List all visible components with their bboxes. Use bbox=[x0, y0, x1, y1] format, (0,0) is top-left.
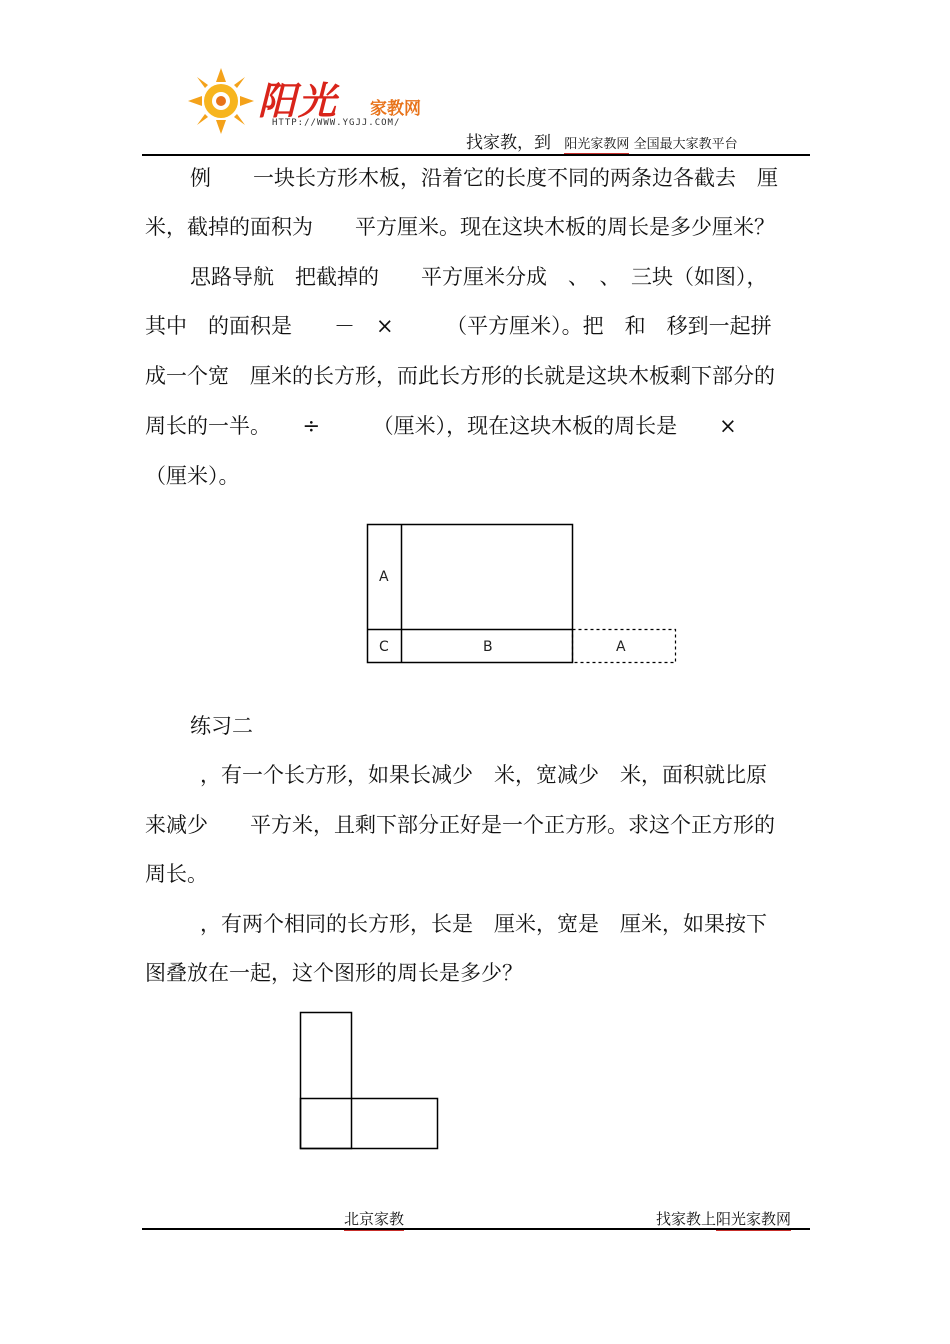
example-line-2: 米，截掉的面积为 平方厘米。现在这块木板的周长是多少厘米？ bbox=[145, 215, 775, 239]
q1-line-1: ，有一个长方形，如果长减少 米，宽减少 米，面积就比原 bbox=[200, 763, 767, 787]
example-line-1: 例 一块长方形木板，沿着它的长度不同的两条边各截去 厘 bbox=[190, 166, 778, 190]
vertical-rectangle bbox=[301, 1013, 352, 1149]
footer-left[interactable] bbox=[344, 1208, 404, 1229]
example-line-3: 思路导航 把截掉的 平方厘米分成 、 、 三块（如图）， bbox=[190, 265, 768, 289]
slogan-link[interactable]: 阳光家教网 bbox=[564, 137, 629, 155]
site-logo[interactable] bbox=[186, 66, 466, 136]
q2-line-1: ，有两个相同的长方形，长是 厘米，宽是 厘米，如果按下 bbox=[200, 912, 767, 936]
footer-right bbox=[656, 1208, 791, 1229]
horizontal-rectangle bbox=[301, 1099, 438, 1149]
practice-title: 练习二 bbox=[190, 714, 253, 738]
q1-line-3: 周长。 bbox=[145, 862, 208, 886]
slogan-prefix: 找家教，到 bbox=[466, 133, 551, 156]
label-a-moved: A bbox=[616, 639, 626, 655]
figure-overlapping-rectangles bbox=[294, 1008, 444, 1153]
label-c: C bbox=[379, 639, 389, 655]
example-line-4: 其中 的面积是 － × （平方厘米）。把 和 移到一起拼 bbox=[145, 314, 772, 338]
q2-line-2: 图叠放在一起，这个图形的周长是多少？ bbox=[145, 961, 523, 985]
label-b: B bbox=[483, 639, 493, 655]
q1-line-2: 来减少 平方米，且剩下部分正好是一个正方形。求这个正方形的 bbox=[145, 813, 775, 837]
footer-rule bbox=[142, 1228, 810, 1230]
label-a: A bbox=[379, 569, 389, 585]
logo-title: 阳光 bbox=[258, 79, 339, 123]
example-line-7: （厘米）。 bbox=[145, 464, 240, 488]
footer-right-link[interactable]: 阳光家教网 bbox=[716, 1210, 791, 1231]
header-rule bbox=[142, 154, 810, 156]
example-line-6: 周长的一半。 ÷ （厘米），现在这块木板的周长是 × bbox=[145, 414, 737, 438]
logo-url: HTTP://WWW.YGJJ.COM/ bbox=[272, 118, 401, 128]
logo-subtitle: 家教网 bbox=[370, 99, 421, 119]
footer-left-link[interactable]: 北京家教 bbox=[344, 1210, 404, 1231]
sun-logo-icon bbox=[186, 66, 256, 136]
header-slogan bbox=[466, 128, 738, 153]
footer-right-prefix: 找家教上 bbox=[656, 1210, 717, 1228]
slogan-suffix: 全国最大家教平台 bbox=[633, 137, 738, 152]
board-outline bbox=[368, 525, 573, 663]
figure-cut-board bbox=[362, 518, 682, 668]
example-line-5: 成一个宽 厘米的长方形，而此长方形的长就是这块木板剩下部分的 bbox=[145, 364, 775, 388]
